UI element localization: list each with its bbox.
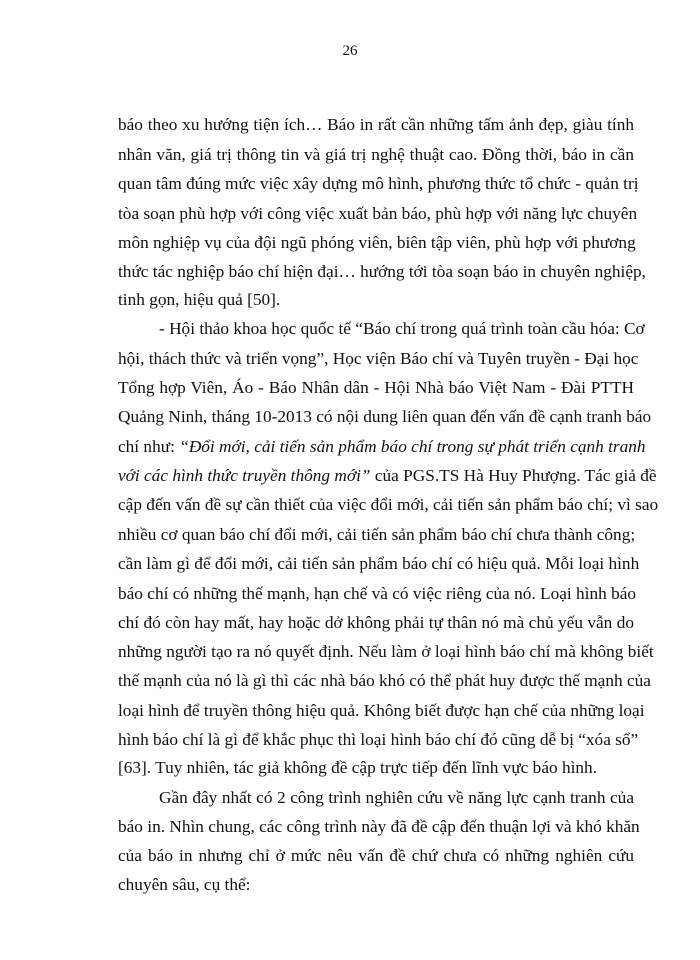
text-line: của báo in nhưng chỉ ở mức nêu vấn đề chứ chưa có những nghiên cứu: [118, 846, 634, 865]
text-line: Gần đây nhất có 2 công trình nghiên cứu về năng lực cạnh tranh của: [159, 788, 634, 807]
italic-title: với các hình thức truyền thông mới”: [118, 466, 371, 485]
text-line: quan tâm đúng mức việc xây dựng mô hình, phương thức tổ chức - quản trị: [118, 174, 639, 193]
text-line: chuyên sâu, cụ thể:: [118, 875, 251, 894]
text-line: chí đó còn hay mất, hay hoặc dở không phải tự thân nó mà chủ yếu vẫn do: [118, 613, 634, 632]
text-line: tinh gọn, hiệu quả [50].: [118, 290, 281, 309]
text-line: nhân văn, giá trị thông tin và giá trị nghệ thuật cao. Đồng thời, báo in cần: [118, 145, 634, 164]
text-line: cần làm gì để đổi mới, cải tiến sản phẩm báo chí có hiệu quả. Mỗi loại hình: [118, 554, 640, 573]
text-line: những người tạo ra nó quyết định. Nếu làm ở loại hình báo chí mà không biết: [118, 642, 654, 661]
text-line: thức tác nghiệp báo chí hiện đại… hướng tới tòa soạn báo in chuyên nghiệp,: [118, 262, 646, 281]
text-line: thế mạnh của nó là gì thì các nhà báo khó có thể phát huy được thế mạnh của: [118, 671, 651, 690]
page-number: 26: [342, 43, 358, 59]
text-line: cập đến vấn đề sự cần thiết của việc đổi mới, cải tiến sản phẩm báo chí; vì sao: [118, 495, 659, 514]
text-line: hình báo chí là gì để khắc phục thì loại hình báo chí đó cũng dễ bị “xóa sổ”: [118, 730, 639, 749]
text-line: Quảng Ninh, tháng 10-2013 có nội dung liên quan đến vấn đề cạnh tranh báo: [118, 407, 652, 426]
text-line-with-title: [118, 433, 646, 460]
text-fragment: chí như:: [118, 437, 180, 456]
text-line: Tổng hợp Viên, Áo - Báo Nhân dân - Hội Nhà báo Việt Nam - Đài PTTH: [118, 378, 634, 397]
italic-title: “Đổi mới, cải tiến sản phẩm báo chí trong sự phát triển cạnh tranh: [179, 437, 646, 456]
text-line: môn nghiệp vụ của đội ngũ phóng viên, biên tập viên, phù hợp với phương: [118, 233, 636, 252]
text-line: tòa soạn phù hợp với công việc xuất bản báo, phù hợp với năng lực chuyên: [118, 204, 638, 223]
text-line: hội, thách thức và triển vọng”, Học viện Báo chí và Tuyên truyền - Đại học: [118, 349, 639, 368]
text-fragment: của PGS.TS Hà Huy Phượng. Tác giả đề: [370, 466, 657, 485]
text-line: - Hội thảo khoa học quốc tế “Báo chí trong quá trình toàn cầu hóa: Cơ: [159, 319, 645, 338]
text-line: loại hình để truyền thông hiệu quả. Không biết được hạn chế của những loại: [118, 701, 645, 720]
text-line: [63]. Tuy nhiên, tác giả không đề cập trực tiếp đến lĩnh vực báo hình.: [118, 758, 597, 777]
text-line: báo theo xu hướng tiện ích… Báo in rất cần những tấm ảnh đẹp, giàu tính: [118, 115, 634, 134]
text-line: báo in. Nhìn chung, các công trình này đã đề cập đến thuận lợi và khó khăn: [118, 817, 640, 836]
text-line: nhiều cơ quan báo chí đổi mới, cải tiến sản phẩm báo chí chưa thành công;: [118, 525, 636, 544]
text-line-with-title: [118, 462, 657, 489]
text-line: báo chí có những thế mạnh, hạn chế và có việc riêng của nó. Loại hình báo: [118, 584, 637, 603]
